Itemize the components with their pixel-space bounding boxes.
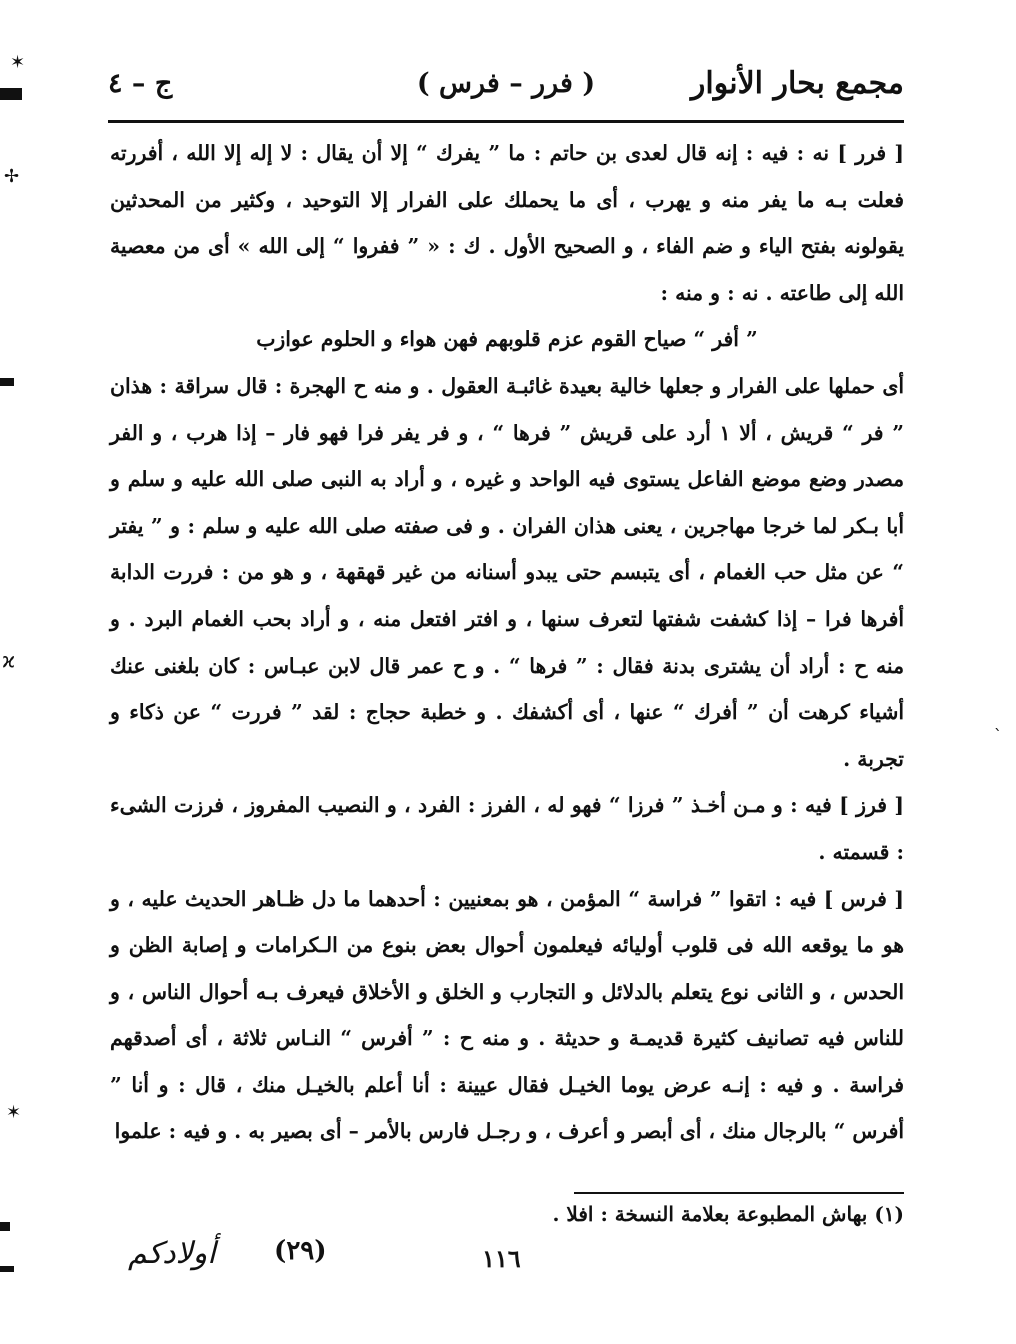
section-heading: ( فرر – فرس )	[416, 68, 596, 99]
margin-edge-mark	[0, 88, 22, 100]
running-header	[108, 62, 904, 112]
margin-edge-mark	[0, 1266, 14, 1272]
book-title: مجمع بحار الأنوار	[690, 66, 904, 101]
paragraph-farz: [ فرز ] فيه : و مـن أخـذ ” فرزا “ فهو له ، الفرز : الفرد ، و النصيب المفروز ، فرزت الشىء : قسمته .	[110, 793, 904, 864]
margin-edge-mark	[0, 1222, 10, 1231]
header-rule	[108, 120, 904, 123]
margin-star-mark: ✢	[4, 166, 20, 187]
volume-label: ج – ٤	[108, 68, 173, 99]
main-text	[110, 130, 904, 1155]
footnote-rule	[574, 1192, 904, 1194]
signature-mark: (٢٩)	[274, 1236, 327, 1266]
paragraph-farr: [ فرر ] نه : فيه : إنه قال لعدى بن حاتم : ما ” يفرك “ إلا أن يقال : لا إله إلا الله ، أفررته فعلت بـه ما يفر منه و يهرب ، أى ما يحملك على الفرار إلا التوحيد ، وكثير من المحدثين يقولونه بفتح الياء و ضم الفاء ، و الصحيح الأول . ك : « ” ففروا “ إلى الله » أى من معصية الله إلى طاعته . نه : و منه :	[110, 141, 904, 305]
footnote: (١) بهاش المطبوعة بعلامة النسخة : افلا .	[552, 1202, 904, 1226]
margin-hook-mark: ϰ	[2, 648, 16, 672]
paragraph-faras: [ فرس ] فيه : اتقوا ” فراسة “ المؤمن ، هو بمعنيين : أحدهما ما دل ظـاهر الحديث عليه ، و هو ما يوقعه الله فى قلوب أوليائه فيعلمون أحوال بعض بنوع من الـكرامات و إصابة الظن و الحدس ، و الثانى نوع يتعلم بالدلائل و التجارب و الخلق و الأخلاق فيعرف بـه أحوال الناس ، و للناس فيه تصانيف كثيرة قديمـة و حديثة . و منه ح : ” أفرس “ النـاس ثلاثة ، أى أصدقهم فراسة . و فيه : إنـه عرض يوما الخيـل فقال عيينة : أنا أعلم بالخيـل منك ، قال : و أنا ” أفرس “ بالرجال منك ، أى أبصر و أعرف ، و رجـل فارس بالأمر – أى بصير به . و فيه : علموا	[110, 886, 904, 1144]
margin-tick-mark: `	[994, 726, 1002, 745]
margin-edge-mark	[0, 378, 14, 386]
margin-star-mark: ✶	[6, 1102, 22, 1123]
margin-star-mark: ✶	[10, 52, 26, 73]
catchword: أولادكم	[128, 1236, 216, 1271]
verse-line: ” أفر “ صياح القوم عزم قلوبهم فهن هواء و الحلوم عوازب	[256, 327, 758, 352]
paragraph-farr-continued: أى حملها على الفرار و جعلها خالية بعيدة غائبـة العقول . و منه ح الهجرة : قال سراقة : هذان ” فر “ قريش ، ألا ١ أرد على قريش ” فرها “ ، و فر يفر فرا فهو فار – إذا هرب ، و الفر مصدر وضع موضع الفاعل يستوى فيه الواحد و غيره ، و أراد به النبى صلى الله عليه و سلم و أبا بـكر لما خرجا مهاجرين ، يعنى هذان الفران . و فى صفته صلى الله عليه و سلم : و ” يفتر “ عن مثل حب الغمام ، أى يتبسم حتى يبدو أسنانه من غير قهقهة ، و هو من : فررت الدابة أفرها فرا – إذا كشفت شفتها لتعرف سنها ، و افتر افتعل منه ، و أراد بحب الغمام البرد . و منه ح : أراد أن يشترى بدنة فقال : ” فرها “ . و ح عمر قال لابن عبـاس : كان بلغنى عنك أشياء كرهت أن ” أفرك “ عنها ، أى أكشفك . و خطبة حجاج : لقد ” فررت “ عن ذكاء و تجربة .	[110, 373, 905, 771]
page-number: ١١٦	[482, 1244, 521, 1273]
